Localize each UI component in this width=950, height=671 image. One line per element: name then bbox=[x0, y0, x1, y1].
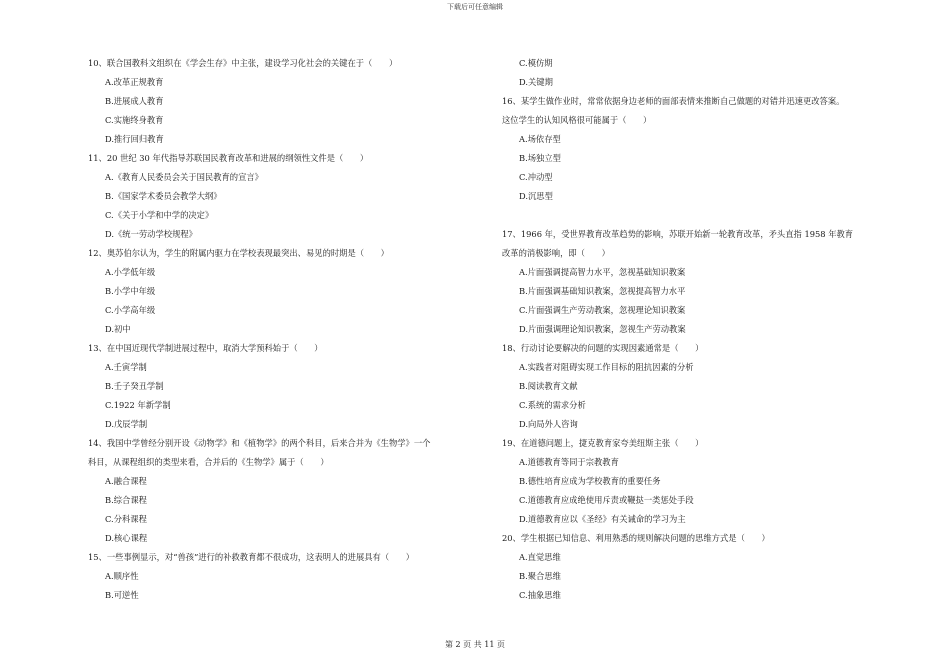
answer-option: C.冲动型 bbox=[519, 172, 553, 182]
answer-option: A.壬寅学制 bbox=[105, 362, 147, 372]
answer-option: B.片面强调基础知识教案，忽视提高智力水平 bbox=[519, 286, 686, 296]
answer-option: A.《教育人民委员会关于国民教育的宣言》 bbox=[105, 172, 263, 182]
answer-option: B.可逆性 bbox=[105, 590, 139, 600]
answer-option: B.场独立型 bbox=[519, 153, 561, 163]
question-text-continued: 改革的消极影响，即（ ） bbox=[502, 248, 610, 258]
question-text: 15、一些事例显示，对“兽孩”进行的补救教育都不很成功，这表明人的进展具有（ ） bbox=[88, 552, 415, 562]
answer-option: D.片面强调理论知识教案，忽视生产劳动教案 bbox=[519, 324, 686, 334]
question-text: 19、在道德问题上，捷克教育家夸美纽斯主张（ ） bbox=[502, 438, 704, 448]
question-text: 14、我国中学曾经分别开设《动物学》和《植物学》的两个科目，后来合并为《生物学》一个 bbox=[88, 438, 431, 448]
answer-option: D.戊辰学制 bbox=[105, 419, 148, 429]
answer-option: D.沉思型 bbox=[519, 191, 553, 201]
answer-option: A.场依存型 bbox=[519, 134, 561, 144]
answer-option: A.片面强调提高智力水平，忽视基础知识教案 bbox=[519, 267, 686, 277]
answer-option: B.阅读教育文献 bbox=[519, 381, 578, 391]
question-text: 11、20 世纪 30 年代指导苏联国民教育改革和进展的纲领性文件是（ ） bbox=[88, 153, 369, 163]
answer-option: B.综合课程 bbox=[105, 495, 147, 505]
answer-option: D.向局外人咨询 bbox=[519, 419, 578, 429]
answer-option: B.进展成人教育 bbox=[105, 96, 164, 106]
answer-option: B.德性培育应成为学校教育的重要任务 bbox=[519, 476, 661, 486]
answer-option: C.抽象思维 bbox=[519, 590, 561, 600]
answer-option: D.道德教育应以《圣经》有关诫命的学习为主 bbox=[519, 514, 686, 524]
answer-option: C.1922 年新学制 bbox=[105, 400, 171, 410]
question-text: 20、学生根据已知信息、利用熟悉的规则解决问题的思维方式是（ ） bbox=[502, 533, 770, 543]
answer-option: C.分科课程 bbox=[105, 514, 147, 524]
answer-option: D.《统一劳动学校规程》 bbox=[105, 229, 197, 239]
answer-option: D.初中 bbox=[105, 324, 131, 334]
question-text: 12、奥苏伯尔认为，学生的附属内驱力在学校表现最突出、易见的时期是（ ） bbox=[88, 248, 389, 258]
question-text: 17、1966 年，受世界教育改革趋势的影响，苏联开始新一轮教育改革，矛头直指 1958 年教育 bbox=[502, 229, 854, 239]
question-text: 13、在中国近现代学制进展过程中，取消大学预科始于（ ） bbox=[88, 343, 323, 353]
answer-option: B.聚合思维 bbox=[519, 571, 561, 581]
question-text: 10、联合国教科文组织在《学会生存》中主张，建设学习化社会的关键在于（ ） bbox=[88, 58, 398, 68]
answer-option: A.融合课程 bbox=[105, 476, 147, 486]
answer-option: A.改革正规教育 bbox=[105, 77, 164, 87]
answer-option: C.模仿期 bbox=[519, 58, 553, 68]
answer-option: D.核心课程 bbox=[105, 533, 148, 543]
question-text: 16、某学生做作业时，常常依据身边老师的面部表情来推断自己做题的对错并迅速更改答案。 bbox=[502, 96, 845, 106]
answer-option: D.关键期 bbox=[519, 77, 553, 87]
blank-line bbox=[502, 206, 902, 225]
answer-option: C.道德教育应成绝使用斥责或鞭挞一类惩处手段 bbox=[519, 495, 694, 505]
answer-option: A.直觉思维 bbox=[519, 552, 561, 562]
question-text-continued: 这位学生的认知风格很可能属于（ ） bbox=[502, 115, 652, 125]
answer-option: C.片面强调生产劳动教案，忽视理论知识教案 bbox=[519, 305, 686, 315]
answer-option: A.实践者对阻碍实现工作目标的阻抗因素的分析 bbox=[519, 362, 694, 372]
answer-option: C.系统的需求分析 bbox=[519, 400, 586, 410]
left-column bbox=[88, 54, 493, 605]
question-text-continued: 科目，从课程组织的类型来看，合并后的《生物学》属于（ ） bbox=[88, 457, 329, 467]
answer-option: C.《关于小学和中学的决定》 bbox=[105, 210, 214, 220]
answer-option: D.推行回归教育 bbox=[105, 134, 164, 144]
answer-option: A.道德教育等同于宗教教育 bbox=[519, 457, 619, 467]
page-header: 下载后可任意编辑 bbox=[447, 3, 503, 11]
answer-option: B.小学中年级 bbox=[105, 286, 156, 296]
answer-option: C.实施终身教育 bbox=[105, 115, 164, 125]
question-text: 18、行动讨论要解决的问题的实现因素通常是（ ） bbox=[502, 343, 704, 353]
answer-option: A.顺序性 bbox=[105, 571, 139, 581]
answer-option: A.小学低年级 bbox=[105, 267, 156, 277]
page-footer: 第 2 页 共 11 页 bbox=[445, 640, 505, 649]
answer-option: B.《国家学术委员会教学大纲》 bbox=[105, 191, 222, 201]
answer-option: B.壬子癸丑学制 bbox=[105, 381, 164, 391]
right-column bbox=[502, 54, 902, 605]
answer-option: C.小学高年级 bbox=[105, 305, 156, 315]
